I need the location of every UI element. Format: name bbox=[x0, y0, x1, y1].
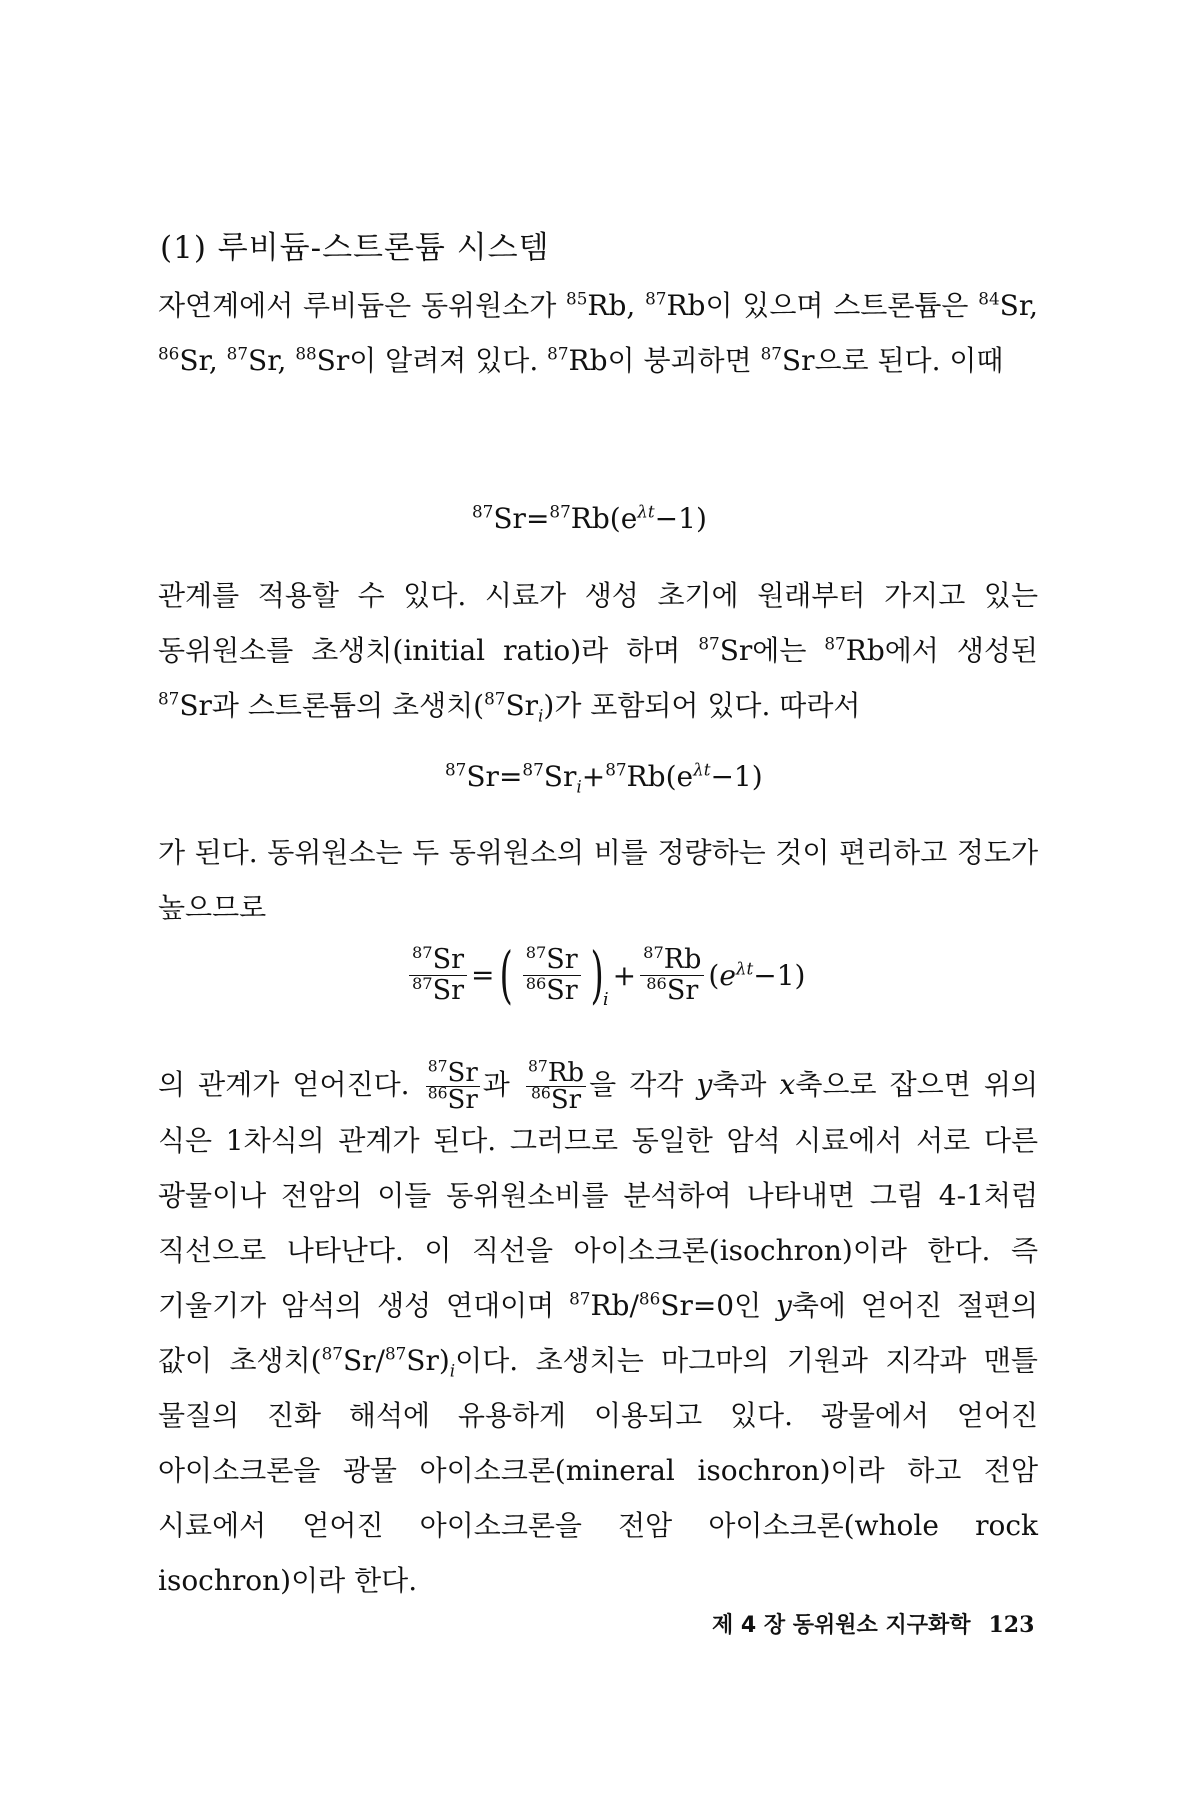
denominator bbox=[426, 1084, 480, 1115]
right-paren: ) bbox=[590, 938, 604, 1011]
equation-3 bbox=[405, 938, 806, 1011]
isotope-number: 86 bbox=[158, 343, 180, 364]
plus-sign: + bbox=[612, 958, 637, 992]
subscript: i bbox=[449, 1360, 456, 1381]
isotope-number: 87 bbox=[484, 688, 506, 709]
symbol: Sr bbox=[666, 974, 699, 1006]
numerator bbox=[526, 1057, 586, 1088]
symbol: −1) bbox=[753, 958, 806, 992]
isotope-number: 87 bbox=[158, 688, 180, 709]
symbol: Sr bbox=[546, 974, 578, 1006]
text: Rb이 있으며 스트론튬은 bbox=[666, 289, 979, 322]
symbol: Rb bbox=[626, 760, 666, 793]
symbol: Sr bbox=[493, 502, 526, 535]
variable: x bbox=[779, 1068, 796, 1101]
isotope-number: 87 bbox=[698, 633, 720, 654]
isotope-number: 85 bbox=[566, 288, 588, 309]
text: )가 포함되어 있다. 따라서 bbox=[543, 689, 861, 722]
symbol: Rb bbox=[570, 502, 610, 535]
isotope-number: 84 bbox=[978, 288, 1000, 309]
isotope-number: 87 bbox=[427, 1057, 448, 1076]
fraction bbox=[640, 942, 704, 1006]
fraction bbox=[523, 942, 581, 1006]
subscript: i bbox=[602, 988, 609, 1010]
text: 축으로 잡으면 위의 식은 1차식의 관계가 된다. 그러므로 동일한 암석 시료에서 서로 다른 광물이나 전암의 이들 동위원소비를 분석하여 나타내면 그림 4-1처럼 직선으로 나타난다. 이 직선을 아이소크론(isochron)이라 한다. 즉 기울기가 암석의 생성 연대이며 bbox=[158, 1068, 1038, 1322]
text: 이다. 초생치는 마그마의 기원과 지각과 맨틀 물질의 진화 해석에 유용하게 이용되고 있다. 광물에서 얻어진 아이소크론을 광물 아이소크론(mineral isochron)이라 하고 전암 시료에서 얻어진 아이소크론을 전암 아이소크론(whole rock isochron)이라 한다. bbox=[158, 1344, 1039, 1597]
denominator bbox=[523, 973, 581, 1006]
paragraph-2 bbox=[158, 568, 1038, 733]
text: 의 관계가 얻어진다. bbox=[158, 1068, 423, 1101]
isotope-number: 87 bbox=[824, 633, 846, 654]
fraction bbox=[526, 1057, 586, 1115]
symbol: Sr bbox=[447, 1058, 478, 1088]
isotope-number: 87 bbox=[525, 942, 547, 962]
text: Sr과 스트론튬의 초생치( bbox=[179, 689, 485, 722]
symbol: −1) bbox=[710, 760, 763, 793]
symbol: Sr bbox=[466, 760, 499, 793]
text: Sr bbox=[505, 689, 539, 722]
page-footer bbox=[712, 1608, 1034, 1639]
isotope-number: 87 bbox=[547, 343, 569, 364]
isotope-number: 86 bbox=[525, 973, 547, 993]
paragraph-4 bbox=[158, 1057, 1038, 1608]
symbol: −1) bbox=[654, 502, 707, 535]
text: 축과 bbox=[712, 1068, 780, 1101]
text: Rb, bbox=[587, 289, 646, 322]
isotope-number: 87 bbox=[760, 343, 782, 364]
denominator bbox=[529, 1084, 583, 1115]
text: Rb/ bbox=[590, 1289, 639, 1322]
text: Sr으로 된다. 이때 bbox=[781, 344, 1004, 377]
fraction bbox=[409, 942, 467, 1006]
isotope-number: 87 bbox=[569, 1288, 591, 1309]
isotope-number: 86 bbox=[530, 1084, 551, 1103]
isotope-number: 86 bbox=[427, 1084, 448, 1103]
denominator bbox=[409, 973, 467, 1006]
text: Sr=0인 bbox=[660, 1289, 777, 1322]
equation-1 bbox=[472, 502, 707, 535]
text: Rb이 붕괴하면 bbox=[568, 344, 761, 377]
text: 축에 얻어진 절편의 값이 초생치( bbox=[158, 1289, 1038, 1377]
text: Sr, bbox=[179, 344, 227, 377]
isotope-number: 87 bbox=[445, 759, 467, 780]
text: Rb에서 생성된 bbox=[845, 634, 1038, 667]
text: Sr/ bbox=[342, 1344, 385, 1377]
equals-sign: = bbox=[498, 760, 523, 793]
isotope-number: 87 bbox=[412, 942, 433, 962]
chapter-title: 제 4 장 동위원소 지구화학 bbox=[712, 1613, 971, 1638]
symbol: Rb bbox=[663, 943, 702, 975]
text: Sr, bbox=[248, 344, 296, 377]
exponent: λt bbox=[693, 759, 711, 780]
exponent: λt bbox=[637, 501, 655, 522]
symbol: Sr bbox=[550, 1085, 582, 1115]
symbol: Rb bbox=[547, 1058, 585, 1088]
denominator bbox=[643, 973, 701, 1006]
paragraph-3: 가 된다. 동위원소는 두 동위원소의 비를 정량하는 것이 편리하고 정도가 높으므로 bbox=[158, 836, 1038, 924]
equals-sign: = bbox=[525, 502, 550, 535]
variable: y bbox=[696, 1068, 713, 1101]
numerator bbox=[523, 942, 581, 976]
paragraph-1 bbox=[158, 278, 1038, 388]
isotope-number: 87 bbox=[522, 759, 544, 780]
text: Sr, bbox=[999, 289, 1039, 322]
exponential-term bbox=[708, 959, 805, 992]
text: 자연계에서 루비듐은 동위원소가 bbox=[158, 289, 567, 322]
left-paren: ( bbox=[499, 938, 514, 1011]
fraction bbox=[426, 1057, 480, 1115]
symbol: Sr bbox=[546, 943, 578, 975]
isotope-number: 87 bbox=[226, 343, 249, 364]
isotope-number: 87 bbox=[527, 1057, 548, 1076]
symbol: ( bbox=[708, 958, 720, 992]
text: Sr에는 bbox=[719, 634, 825, 667]
symbol: (e bbox=[665, 760, 694, 793]
text: 관계를 적용할 수 있다. 시료가 생성 초기에 원래부터 가지고 있는 동위원소를 초생치(initial ratio)라 하며 bbox=[158, 579, 1038, 667]
text: Sr) bbox=[406, 1344, 450, 1377]
isotope-number: 87 bbox=[321, 1343, 343, 1364]
isotope-number: 87 bbox=[472, 501, 494, 522]
section-heading: (1) 루비듐-스트론튬 시스템 bbox=[160, 230, 550, 266]
subscript: i bbox=[576, 776, 582, 797]
isotope-number: 86 bbox=[646, 973, 667, 993]
equation-2 bbox=[445, 759, 763, 797]
subscript: i bbox=[538, 705, 544, 726]
isotope-number: 86 bbox=[638, 1288, 661, 1309]
equals-sign: = bbox=[471, 958, 495, 992]
exponent: λt bbox=[735, 958, 754, 979]
numerator bbox=[426, 1057, 480, 1088]
text: 을 각각 bbox=[589, 1068, 697, 1101]
plus-sign: + bbox=[581, 760, 606, 793]
symbol: Sr bbox=[432, 943, 465, 975]
symbol: (e bbox=[609, 502, 638, 535]
symbol: Sr bbox=[447, 1085, 478, 1115]
text: 과 bbox=[482, 1068, 523, 1101]
symbol: e bbox=[719, 958, 736, 992]
isotope-number: 87 bbox=[645, 288, 667, 309]
text: Sr이 알려져 있다. bbox=[316, 344, 548, 377]
page-number: 123 bbox=[988, 1612, 1035, 1638]
isotope-number: 88 bbox=[295, 343, 317, 364]
isotope-number: 87 bbox=[605, 759, 627, 780]
isotope-number: 87 bbox=[549, 501, 571, 522]
variable: y bbox=[776, 1289, 792, 1322]
numerator bbox=[640, 942, 704, 976]
symbol: Sr bbox=[543, 760, 577, 793]
symbol: Sr bbox=[432, 974, 465, 1006]
isotope-number: 87 bbox=[412, 973, 433, 993]
isotope-number: 87 bbox=[384, 1343, 407, 1364]
numerator bbox=[409, 942, 467, 976]
isotope-number: 87 bbox=[643, 942, 664, 962]
